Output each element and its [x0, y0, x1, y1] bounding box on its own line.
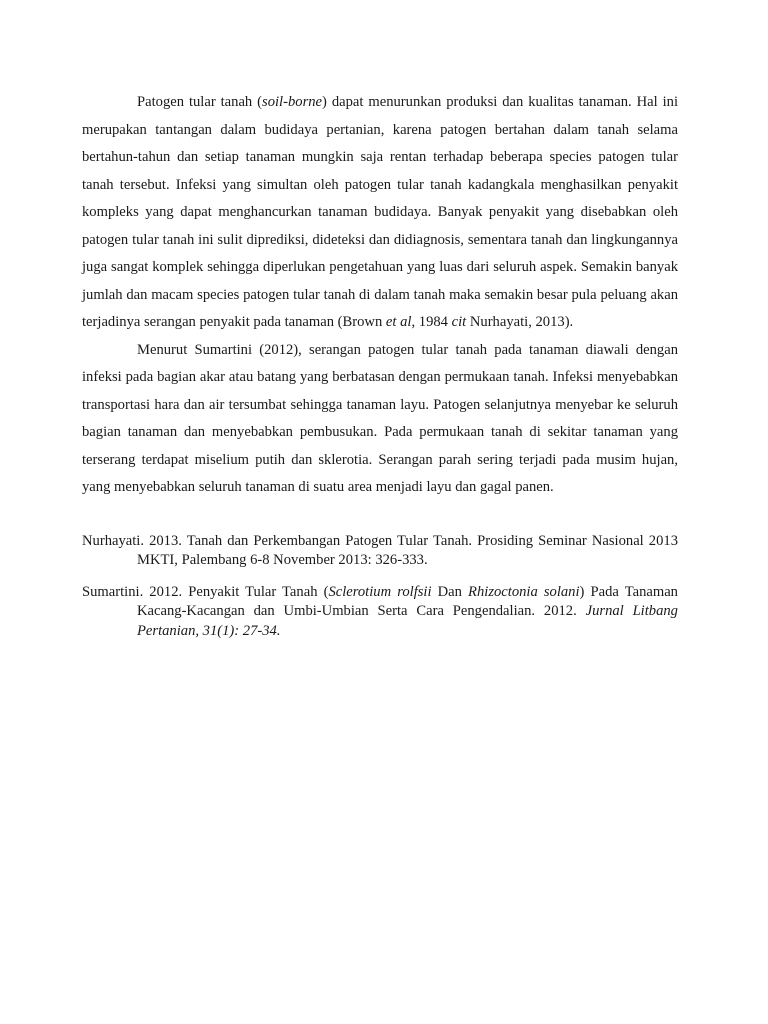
reference-text: ) Pada Tanaman Kacang-Kacangan dan Umbi-Umbian Serta Cara Pengendalian. 2012. [137, 583, 678, 619]
reference-italic-species: Rhizoctonia solani [468, 583, 580, 600]
reference-text: Sumartini. 2012. Penyakit Tular Tanah ( [82, 583, 329, 600]
reference-item [82, 583, 678, 642]
document-page [82, 89, 678, 653]
paragraph-2: Menurut Sumartini (2012), serangan patogen tular tanah pada tanaman diawali dengan infeksi pada bagian akar atau batang yang berbatasan dengan permukaan tanah. Infeksi menyebabkan transportasi hara dan air tersumbat sehingga tanaman layu. Patogen selanjutnya menyebar ke seluruh bagian tanaman dan menyebabkan pembusukan. Pada permukaan tanah di sekitar tanaman yang terserang terdapat miselium putih dan sklerotia. Serangan parah sering terjadi pada musim hujan, yang menyebabkan seluruh tanaman di suatu area menjadi layu dan gagal panen. [82, 341, 678, 495]
paragraph-1-text: , 1984 [411, 314, 452, 330]
paragraph-1-italic-citation: cit [451, 314, 467, 330]
reference-italic-species: Sclerotium rolfsii [328, 583, 432, 600]
paragraph-1-text: Nurhayati, 2013). [466, 314, 574, 330]
paragraph-1-text: Patogen tular tanah ( [137, 94, 263, 110]
reference-italic-journal: Jurnal Litbang Pertanian, 31(1): 27-34. [137, 603, 678, 639]
reference-item: Nurhayati. 2013. Tanah dan Perkembangan Patogen Tular Tanah. Prosiding Seminar Nasional 2013 MKTI, Palembang 6-8 November 2013: 326-333. [82, 532, 678, 568]
paragraph-1-text: ) dapat menurunkan produksi dan kualitas tanaman. Hal ini merupakan tantangan dalam budidaya pertanian, karena patogen bertahan dalam tanah selama bertahun-tahun dan setiap tanaman mungkin saja rentan terhadap beberapa species patogen tular tanah tersebut. Infeksi yang simultan oleh patogen tular tanah kadangkala menghasilkan penyakit kompleks yang dapat menghancurkan tanaman budidaya. Banyak penyakit yang disebabkan oleh patogen tular tanah ini sulit diprediksi, dideteksi dan didiagnosis, sementara tanah dan lingkungannya juga sangat komplek sehingga diperlukan pengetahuan yang luas dari seluruh aspek. Semakin banyak jumlah dan macam species patogen tular tanah di dalam tanah maka semakin besar pula peluang akan terjadinya serangan penyakit pada tanaman (Brown [82, 94, 679, 330]
reference-list [82, 532, 678, 642]
paragraph-1 [82, 89, 678, 337]
reference-text: Dan [431, 583, 469, 600]
paragraph-1-italic-term: soil-borne [262, 94, 323, 110]
paragraph-1-italic-citation: et al [385, 314, 412, 330]
